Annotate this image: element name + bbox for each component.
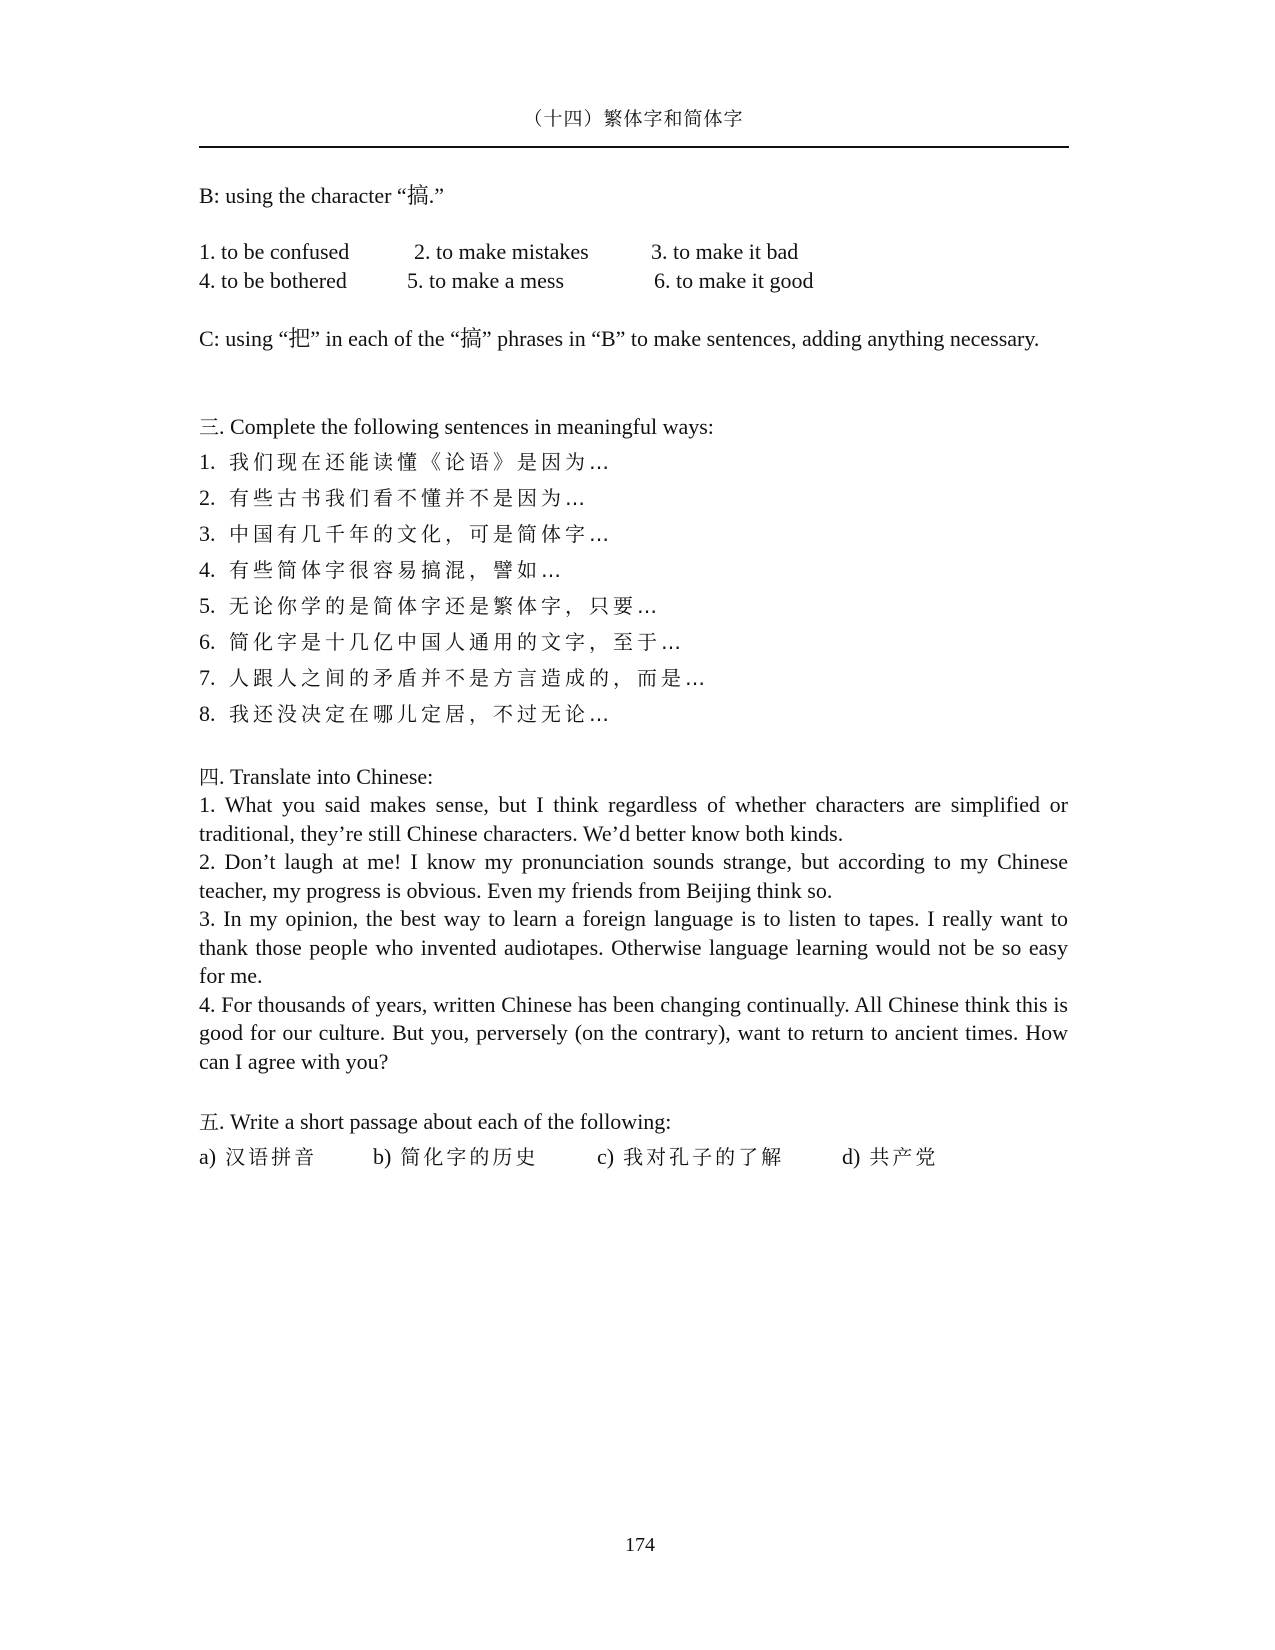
section-c-instructions [199,325,1068,354]
translation-item: 2. Don’t laugh at me! I know my pronunciation sounds strange, but according to my Chinese teacher, my progress is obvious. Even my friends from Beijing think so. [199,849,1068,903]
section-3-numeral: 三 [199,415,219,439]
list-item [199,519,709,555]
item-number: 4. [199,557,216,582]
phrase-item: 3. to make it bad [651,239,799,264]
translation-item: 3. In my opinion, the best way to learn a foreign language is to listen to tapes. I really want to thank those people who invented audiotapes. Otherwise language learning would not be so easy for me. [199,906,1068,988]
topic-text: 我对孔子的了解 [623,1145,785,1169]
item-text: 中国有几千年的文化，可是简体字… [229,522,613,546]
topic-item [597,1142,784,1172]
phrase-item: 2. to make mistakes [414,239,589,264]
topic-text: 简化字的历史 [400,1145,539,1169]
section-5-heading [199,1108,671,1136]
item-number: 2. [199,485,216,510]
phrase-item: 1. to be confused [199,239,350,264]
section-4-heading [199,763,433,791]
item-number: 1. [199,449,216,474]
header-rule [199,146,1069,148]
section-3-heading [199,413,714,441]
item-number: 6. [199,629,216,654]
list-item [199,663,709,699]
item-number: 3. [199,521,216,546]
section-3-title: . Complete the following sentences in meaningful ways: [219,414,714,439]
section-b-heading: B: using the character “搞.” [199,183,444,208]
phrase-item: 5. to make a mess [407,267,565,293]
section-5-title: . Write a short passage about each of the following: [219,1109,672,1134]
list-item [199,591,709,627]
topic-letter: b) [373,1144,392,1169]
item-text: 人跟人之间的矛盾并不是方言造成的，而是… [229,666,709,690]
topic-item [199,1142,317,1172]
item-text: 简化字是十几亿中国人通用的文字，至于… [229,630,685,654]
topic-text: 汉语拼音 [225,1145,318,1169]
item-text: 有些简体字很容易搞混，譬如… [229,558,565,582]
section-5-numeral: 五 [199,1110,219,1134]
topic-letter: a) [199,1144,217,1169]
item-number: 7. [199,665,216,690]
item-number: 8. [199,701,216,726]
list-item [199,555,709,591]
sentence-completion-list [199,447,709,735]
item-text: 无论你学的是简体字还是繁体字，只要… [229,594,661,618]
translation-item: 1. What you said makes sense, but I think regardless of whether characters are simplified or traditional, they’re still Chinese characters. We’d better know both kinds. [199,792,1068,846]
topic-item [373,1142,538,1172]
section-4-title: . Translate into Chinese: [219,764,434,789]
phrase-item: 4. to be bothered [199,267,347,293]
list-item [199,447,709,483]
item-text: 有些古书我们看不懂并不是因为… [229,486,589,510]
item-text: 我们现在还能读懂《论语》是因为… [229,450,613,474]
topic-text: 共产党 [869,1145,939,1169]
item-number: 5. [199,593,216,618]
topic-letter: d) [842,1144,861,1169]
section-4-numeral: 四 [199,765,219,789]
phrase-item: 6. to make it good [654,267,814,293]
topic-item [842,1142,938,1172]
topic-letter: c) [597,1144,615,1169]
item-text: 我还没决定在哪儿定居，不过无论… [229,702,613,726]
running-header: （十四）繁体字和简体字 [523,108,744,130]
translation-list [199,791,1068,1076]
page-number: 174 [625,1534,655,1556]
list-item [199,483,709,519]
section-c-text: C: using “把” in each of the “搞” phrases in “B” to make sentences, adding anything necessary. [199,326,1040,351]
list-item [199,699,709,735]
translation-item: 4. For thousands of years, written Chinese has been changing continually. All Chinese think this is good for our culture. But you, perversely (on the contrary), want to return to ancient times. How can I agree with you? [199,991,1068,1074]
list-item [199,627,709,663]
